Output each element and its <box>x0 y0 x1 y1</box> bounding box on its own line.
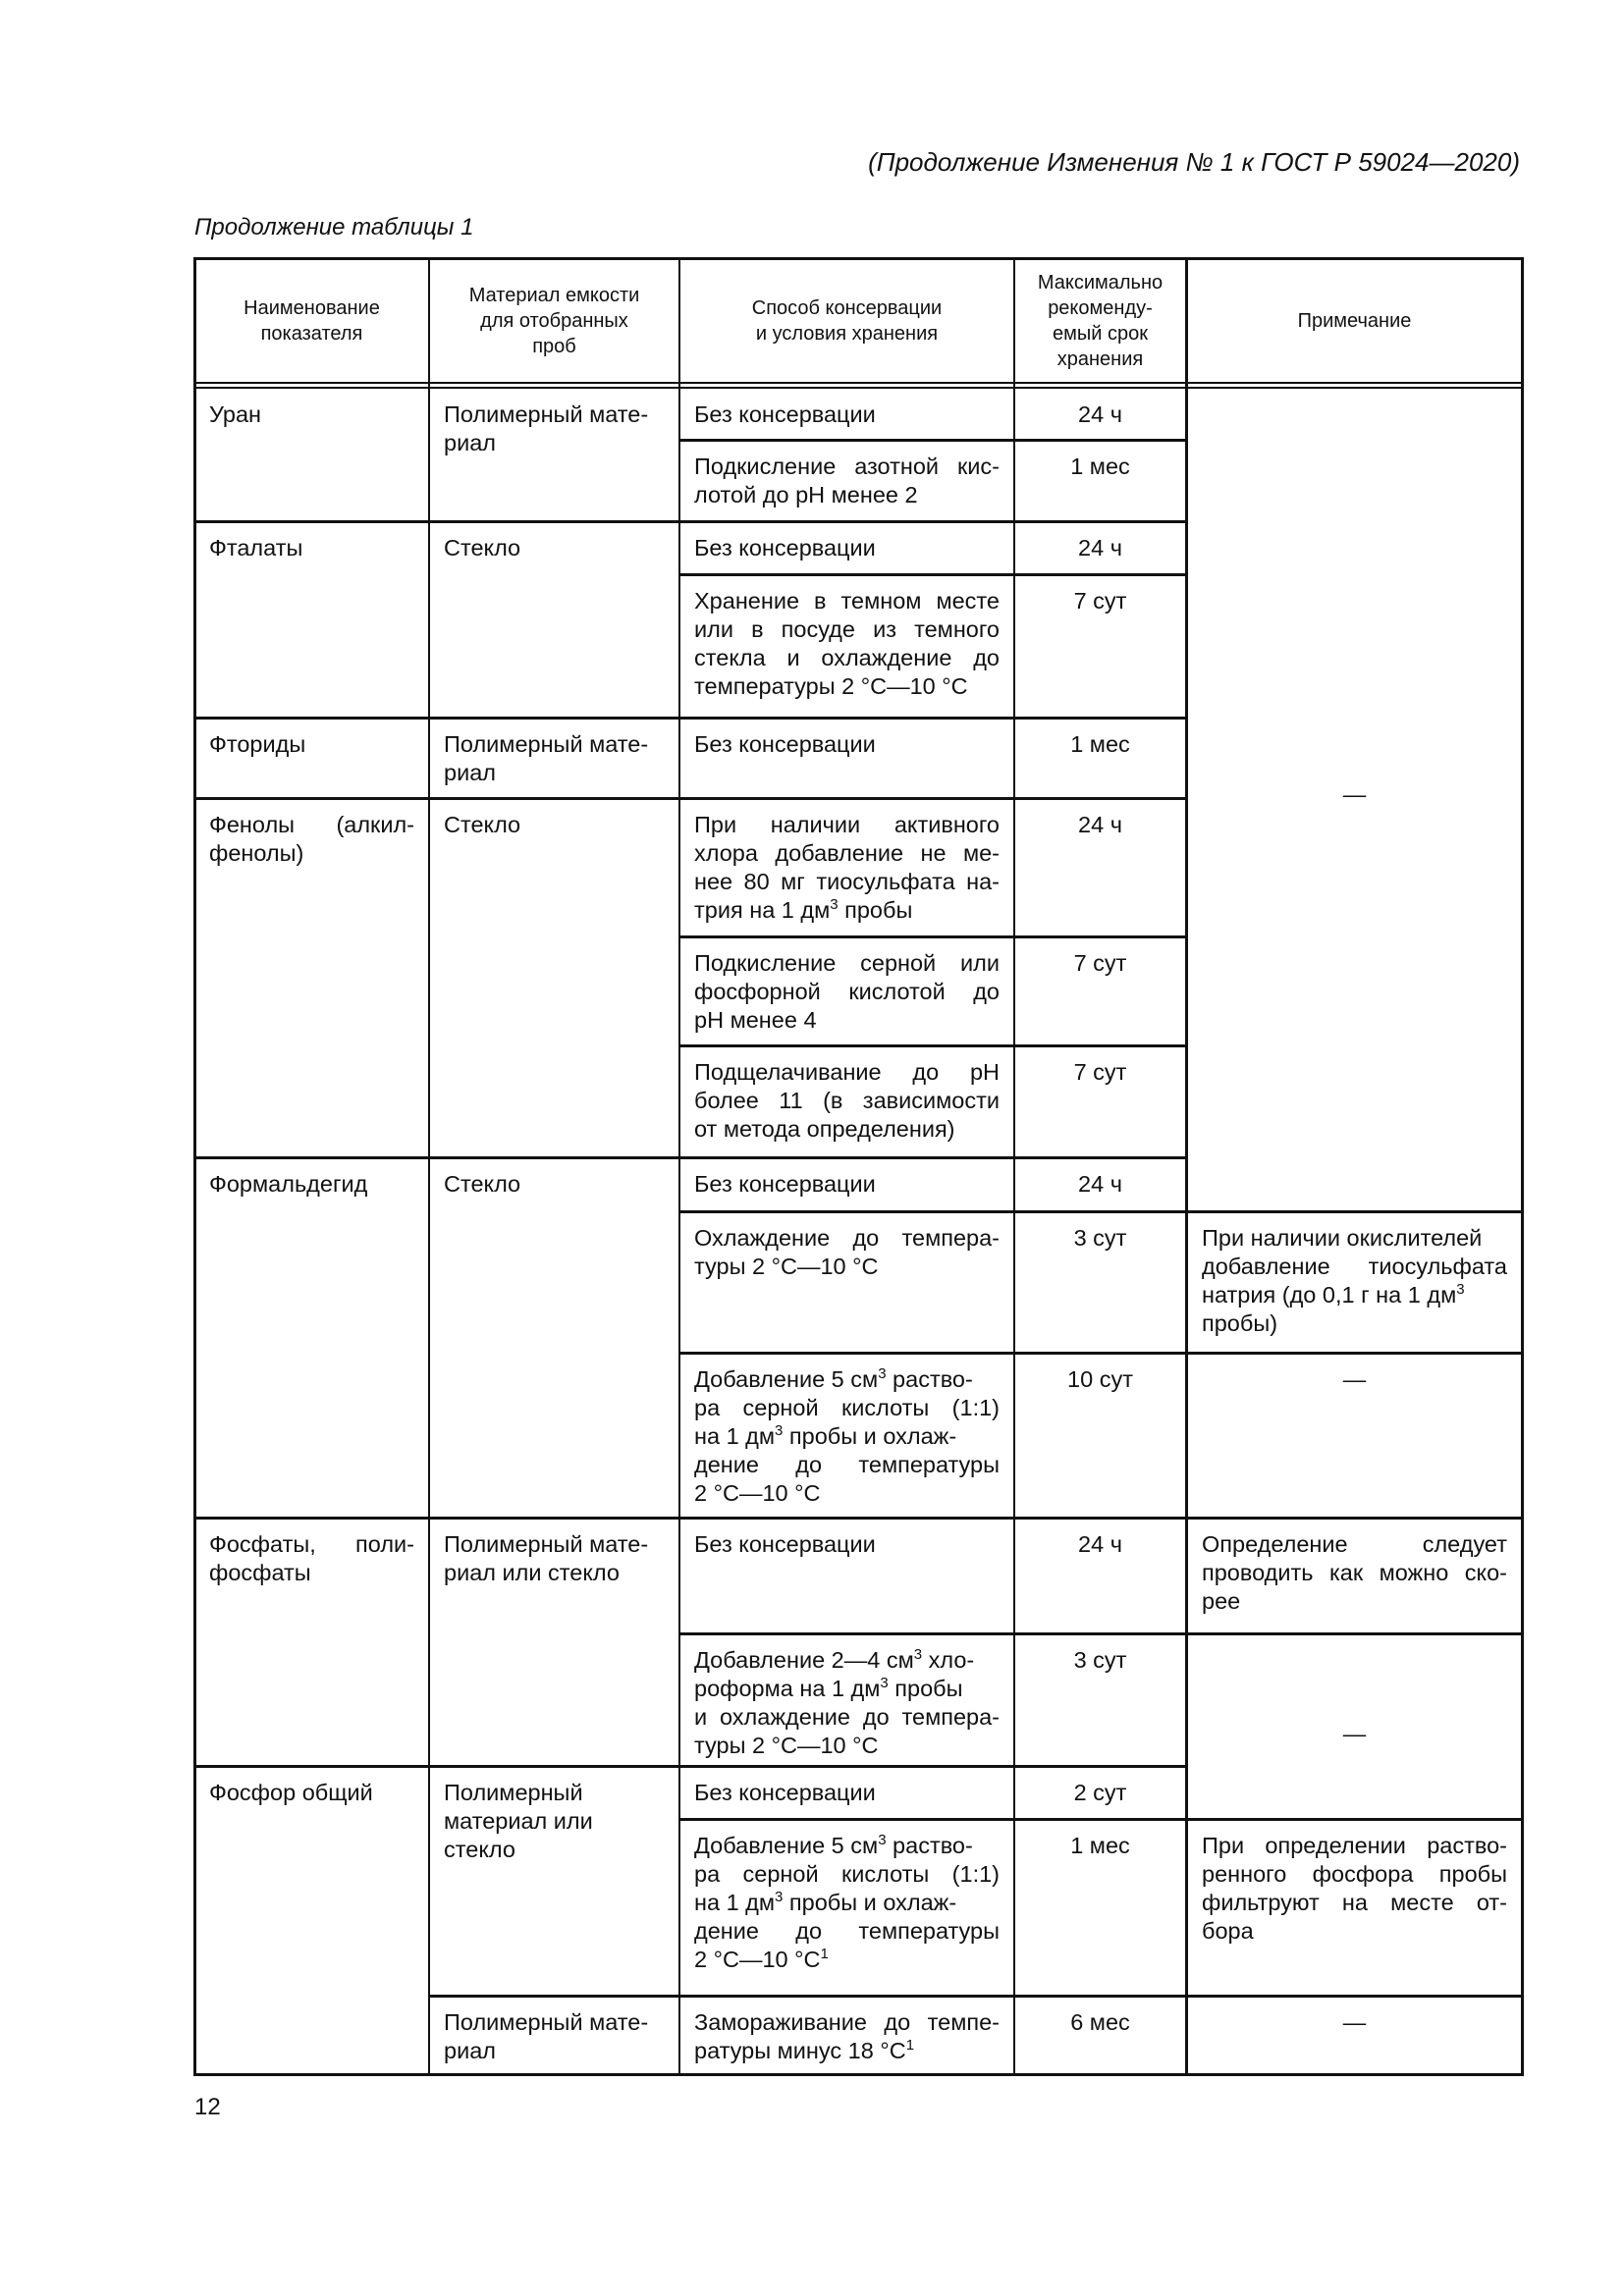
text-line: pH менее 4 <box>694 1007 817 1033</box>
text-fragment: пробы <box>838 897 913 923</box>
text-fragment: хло- <box>922 1647 975 1673</box>
text-line: 2 °C—10 °C <box>694 1480 821 1506</box>
header-line: Максимально <box>1037 272 1164 294</box>
header-rule-double <box>194 387 1523 389</box>
storage-term: 1 мес <box>1070 454 1130 479</box>
text-line: При наличии окислителей <box>1202 1225 1483 1251</box>
text-line: лотой до pH менее 2 <box>694 482 918 507</box>
header-line: Примечание <box>1297 310 1412 332</box>
header-line: Способ консервации <box>751 297 943 319</box>
text-fragment: пробы <box>888 1676 963 1701</box>
text-line: стекла и охлаждение до <box>694 645 1000 670</box>
storage-term: 6 мес <box>1070 2009 1130 2035</box>
text-line: Полимерный мате- <box>444 401 649 427</box>
header-cell <box>680 260 1013 382</box>
text-line: более 11 (в зависимости <box>694 1088 1000 1113</box>
text-line <box>694 1889 1000 1917</box>
preservation-method <box>680 1822 1013 1984</box>
row-sep <box>194 1156 1187 1159</box>
text-fragment: раство- <box>886 1833 973 1858</box>
header-cell <box>1188 260 1521 382</box>
text-fragment: ратуры минус 18 °C <box>694 2038 906 2063</box>
text-line: Полимерный мате- <box>444 2009 649 2035</box>
text-line: Подщелачивание до pH <box>694 1059 1000 1085</box>
header-cell <box>195 260 428 382</box>
preservation-method <box>680 801 1013 934</box>
indicator-name <box>195 801 428 878</box>
method-sep <box>679 1818 1523 1821</box>
container-material: Стекло <box>444 535 521 561</box>
superscript: 3 <box>878 1365 887 1382</box>
preservation-method: Без консервации <box>694 1171 876 1197</box>
note-dash: — <box>1342 2009 1367 2035</box>
storage-term: 7 сут <box>1073 588 1127 614</box>
container-material <box>430 721 678 797</box>
method-sep <box>679 1044 1187 1047</box>
text-line: бора <box>1202 1918 1254 1944</box>
text-line: Фенолы (алкил- <box>209 812 414 837</box>
text-fragment: пробы и охлаж- <box>783 1423 957 1449</box>
text-fragment: Добавление 2—4 см <box>694 1647 914 1673</box>
text-fragment: натрия (до 0,1 г на 1 дм <box>1202 1282 1457 1308</box>
text-line: или в посуде из темного <box>694 616 1000 642</box>
method-sep <box>679 573 1187 576</box>
header-rule <box>194 382 1523 384</box>
text-line: Фосфаты, поли- <box>209 1531 414 1557</box>
storage-term: 3 сут <box>1073 1647 1127 1673</box>
text-line <box>1202 1281 1507 1309</box>
indicator-name <box>195 1521 428 1597</box>
preservation-method: Без консервации <box>694 535 876 561</box>
preservation-method: Без консервации <box>694 731 876 757</box>
header-cell <box>1015 260 1185 382</box>
text-line <box>694 2037 1000 2065</box>
text-fragment: Добавление 5 см <box>694 1833 879 1858</box>
row-sep <box>194 797 1187 800</box>
text-line: температуры 2 °C—10 °C <box>694 673 968 699</box>
storage-term: 3 сут <box>1073 1225 1127 1251</box>
text-line: от метода определения) <box>694 1116 955 1142</box>
text-line: Охлаждение до темпера- <box>694 1225 1000 1251</box>
superscript: 3 <box>913 1646 923 1663</box>
footnote-marker: 1 <box>905 2037 915 2054</box>
text-line: Полимерный мате- <box>444 731 649 757</box>
text-line: ренного фосфора пробы <box>1202 1861 1507 1887</box>
text-line: Подкисление азотной кис- <box>694 454 1000 479</box>
storage-term: 7 сут <box>1073 950 1127 976</box>
text-fragment: на 1 дм <box>694 1890 776 1915</box>
note <box>1188 1822 1521 1955</box>
text-fragment: пробы и охлаж- <box>783 1890 957 1915</box>
indicator-name: Фталаты <box>209 535 303 561</box>
header-line: и условия хранения <box>755 323 939 345</box>
preservation-method <box>680 1999 1013 2075</box>
text-line <box>694 896 1000 925</box>
storage-term: 24 ч <box>1078 812 1122 837</box>
container-material <box>430 1769 678 1874</box>
row-sep <box>194 717 1187 720</box>
superscript: 3 <box>775 1889 784 1905</box>
text-line: Подкисление серной или <box>694 950 1000 976</box>
indicator-name: Фториды <box>209 731 306 757</box>
note-dash: — <box>1342 1366 1367 1392</box>
method-sep <box>429 1995 1523 1998</box>
header-line: Материал емкости <box>468 285 640 306</box>
text-line: ра серной кислоты (1:1) <box>694 1861 1000 1887</box>
storage-term: 24 ч <box>1078 535 1122 561</box>
container-material <box>430 1521 678 1597</box>
page-number: 12 <box>194 2094 221 2120</box>
text-line: хлора добавление не ме- <box>694 840 1000 866</box>
indicator-name: Фосфор общий <box>209 1780 373 1805</box>
superscript: 3 <box>1456 1281 1465 1298</box>
preservation-method <box>680 939 1013 1044</box>
text-line: дение до температуры <box>694 1918 1000 1944</box>
header-line: емый срок <box>1053 323 1148 345</box>
text-line: ра серной кислоты (1:1) <box>694 1395 1000 1420</box>
superscript: 3 <box>878 1832 887 1848</box>
method-sep <box>679 439 1187 442</box>
footnote-marker: 1 <box>820 1946 829 1962</box>
text-line: фосфорной кислотой до <box>694 979 1000 1004</box>
superscript: 3 <box>775 1422 784 1439</box>
text-line: пробы) <box>1202 1310 1278 1336</box>
text-line: добавление тиосульфата <box>1202 1254 1507 1279</box>
note-dash: — <box>1342 1721 1367 1746</box>
text-line: материал или <box>444 1808 593 1834</box>
text-line: риал <box>444 2038 496 2063</box>
header-line: Наименование <box>244 297 380 319</box>
storage-term: 1 мес <box>1070 1833 1130 1858</box>
text-line: и охлаждение до темпера- <box>694 1704 1000 1730</box>
text-fragment: на 1 дм <box>694 1423 776 1449</box>
storage-term: 2 сут <box>1073 1780 1127 1805</box>
indicator-name: Формальдегид <box>209 1171 368 1197</box>
text-fragment: раство- <box>886 1366 973 1392</box>
text-line: риал <box>444 760 496 785</box>
preservation-method <box>680 443 1013 519</box>
text-line: проводить как можно ско- <box>1202 1560 1507 1585</box>
col-sep-4 <box>1185 257 1188 2076</box>
text-line: дение до температуры <box>694 1452 1000 1477</box>
superscript: 3 <box>830 896 839 913</box>
text-line: фосфаты <box>209 1560 311 1585</box>
container-material: Стекло <box>444 1171 521 1197</box>
text-line: риал <box>444 430 496 455</box>
preservation-method <box>680 1636 1013 1770</box>
preservation-method <box>680 577 1013 711</box>
preservation-method <box>680 1214 1013 1291</box>
superscript: 3 <box>880 1675 889 1691</box>
preservation-method: Без консервации <box>694 1780 876 1805</box>
text-line: фильтруют на месте от- <box>1202 1890 1507 1915</box>
storage-term: 24 ч <box>1078 401 1122 427</box>
note-dash: — <box>1342 781 1367 807</box>
text-line: При наличии активного <box>694 812 1000 837</box>
storage-term: 24 ч <box>1078 1531 1122 1557</box>
text-fragment: Добавление 5 см <box>694 1366 879 1392</box>
text-line <box>694 1422 1000 1451</box>
storage-term: 7 сут <box>1073 1059 1127 1085</box>
header-line: проб <box>532 336 576 357</box>
row-sep <box>194 520 1187 523</box>
preservation-method <box>680 1048 1013 1153</box>
text-line: риал или стекло <box>444 1560 620 1585</box>
text-line: фенолы) <box>209 840 304 866</box>
text-fragment: роформа на 1 дм <box>694 1676 881 1701</box>
method-sep <box>679 1352 1523 1355</box>
container-material: Стекло <box>444 812 521 837</box>
text-line <box>694 1946 1000 1974</box>
table-border-right <box>1521 257 1524 2076</box>
note <box>1188 1214 1521 1348</box>
text-line: туры 2 °C—10 °C <box>694 1733 879 1758</box>
indicator-name: Уран <box>209 401 261 427</box>
text-line <box>694 1646 1000 1675</box>
text-line: Хранение в темном месте <box>694 588 1000 614</box>
storage-term: 24 ч <box>1078 1171 1122 1197</box>
header-line: хранения <box>1056 348 1144 370</box>
method-sep <box>679 1632 1523 1635</box>
container-material <box>430 1999 678 2075</box>
text-fragment: трия на 1 дм <box>694 897 831 923</box>
container-material <box>430 391 678 467</box>
text-line: Замораживание до темпе- <box>694 2009 1000 2035</box>
text-fragment: 2 °C—10 °C <box>694 1947 821 1972</box>
header-line: для отобранных <box>480 310 628 332</box>
header-cell <box>430 260 678 382</box>
table-caption: Продолжение таблицы 1 <box>194 214 474 240</box>
preservation-method: Без консервации <box>694 1531 876 1557</box>
text-line: стекло <box>444 1837 515 1862</box>
storage-term: 1 мес <box>1070 731 1130 757</box>
header-line: показателя <box>260 323 363 345</box>
text-line: рее <box>1202 1588 1241 1614</box>
running-head: (Продолжение Изменения № 1 к ГОСТ Р 59024—2020) <box>868 147 1520 177</box>
storage-term: 10 сут <box>1067 1366 1133 1392</box>
header-line: рекоменду- <box>1048 297 1153 319</box>
text-line: туры 2 °C—10 °C <box>694 1254 879 1279</box>
note <box>1188 1521 1521 1626</box>
text-line: нее 80 мг тиосульфата на- <box>694 869 1000 894</box>
method-sep <box>679 935 1187 938</box>
text-line: Полимерный мате- <box>444 1531 649 1557</box>
text-line <box>694 1832 1000 1860</box>
text-line: При определении раство- <box>1202 1833 1507 1858</box>
text-line: Полимерный <box>444 1780 583 1805</box>
text-line <box>694 1675 1000 1703</box>
preservation-method: Без консервации <box>694 401 876 427</box>
text-line <box>694 1365 1000 1394</box>
text-line: Определение следует <box>1202 1531 1507 1557</box>
preservation-method <box>680 1356 1013 1518</box>
method-sep <box>679 1210 1523 1213</box>
